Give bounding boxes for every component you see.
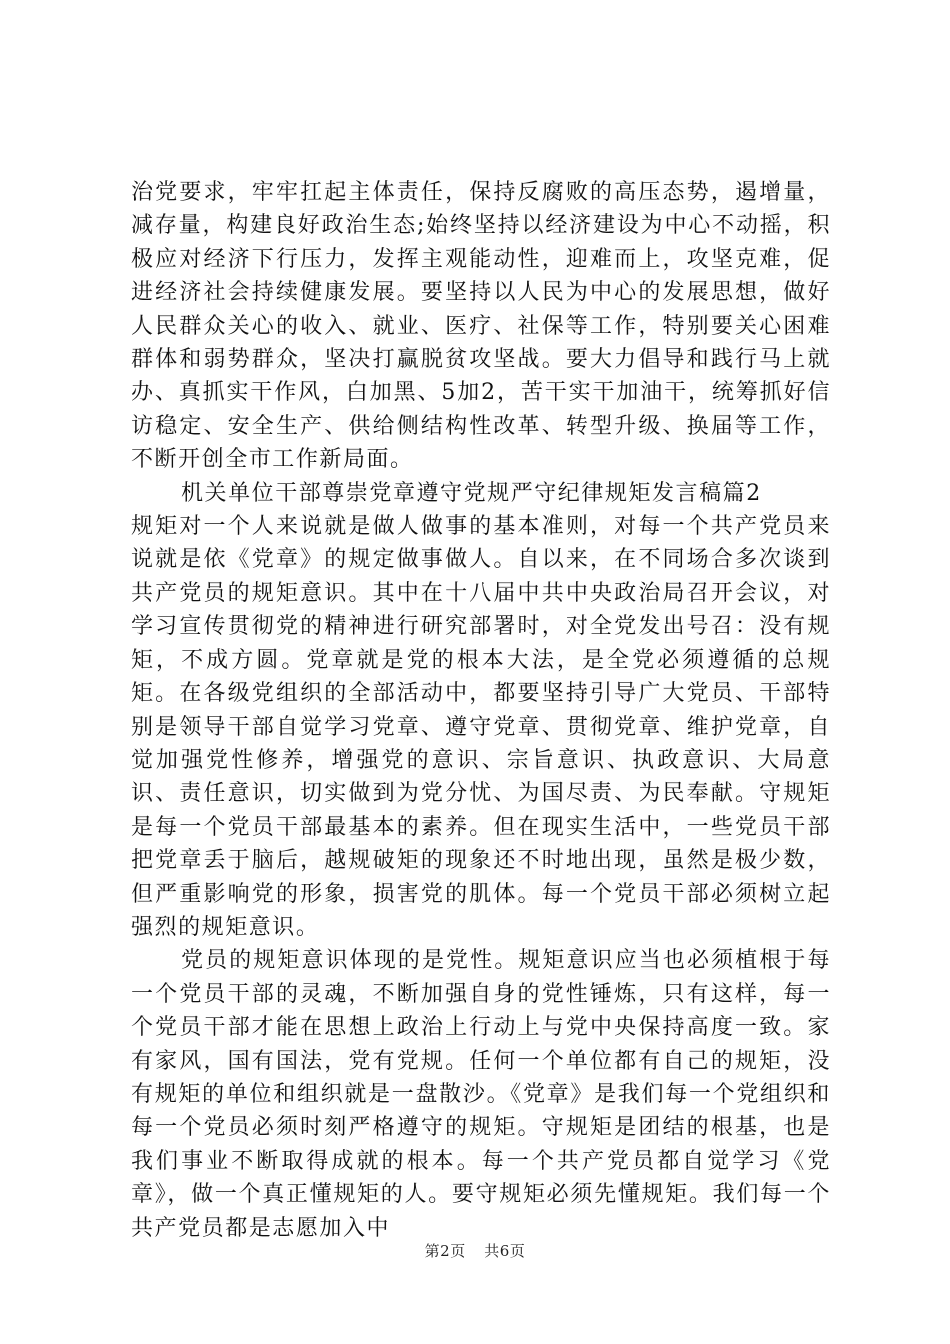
page-number: 第2页 <box>424 1242 466 1260</box>
paragraph-3: 党员的规矩意识体现的是党性。规矩意识应当也必须植根于每一个党员干部的灵魂，不断加强自身的党性锤炼，只有这样，每一个党员干部才能在思想上政治上行动上与党中央保持高度一致。家有家风，国有国法，党有党规。任何一个单位都有自己的规矩，没有规矩的单位和组织就是一盘散沙。《党章》是我们每一个党组织和每一个党员必须时刻严格遵守的规矩。守规矩是团结的根基，也是我们事业不断取得成就的根本。每一个共产党员都自觉学习《党章》，做一个真正懂规矩的人。要守规矩必须先懂规矩。我们每一个共产党员都是志愿加入中 <box>131 948 831 1241</box>
section-heading: 机关单位干部尊崇党章遵守党规严守纪律规矩发言稿篇2 <box>181 480 762 506</box>
page-footer <box>0 1240 950 1261</box>
paragraph-1: 治党要求，牢牢扛起主体责任，保持反腐败的高压态势，遏增量，减存量，构建良好政治生态;始终坚持以经济建设为中心不动摇，积极应对经济下行压力，发挥主观能动性，迎难而上，攻坚克难，促进经济社会持续健康发展。要坚持以人民为中心的发展思想，做好人民群众关心的收入、就业、医疗、社保等工作，特别要关心困难群体和弱势群众，坚决打赢脱贫攻坚战。要大力倡导和践行马上就办、真抓实干作风，白加黑、5加2，苦干实干加油干，统筹抓好信访稳定、安全生产、供给侧结构性改革、转型升级、换届等工作，不断开创全市工作新局面。 <box>131 180 831 473</box>
paragraph-2: 规矩对一个人来说就是做人做事的基本准则，对每一个共产党员来说就是依《党章》的规定做事做人。自以来，在不同场合多次谈到共产党员的规矩意识。其中在十八届中共中央政治局召开会议，对学习宣传贯彻党的精神进行研究部署时，对全党发出号召：没有规矩，不成方圆。党章就是党的根本大法，是全党必须遵循的总规矩。在各级党组织的全部活动中，都要坚持引导广大党员、干部特别是领导干部自觉学习党章、遵守党章、贯彻党章、维护党章，自觉加强党性修养，增强党的意识、宗旨意识、执政意识、大局意识、责任意识，切实做到为党分忧、为国尽责、为民奉献。守规矩是每一个党员干部最基本的素养。但在现实生活中，一些党员干部把党章丢于脑后，越规破矩的现象还不时地出现，虽然是极少数，但严重影响党的形象，损害党的肌体。每一个党员干部必须树立起强烈的规矩意识。 <box>131 514 831 940</box>
page-total: 共6页 <box>484 1242 526 1260</box>
document-body <box>131 176 831 1245</box>
